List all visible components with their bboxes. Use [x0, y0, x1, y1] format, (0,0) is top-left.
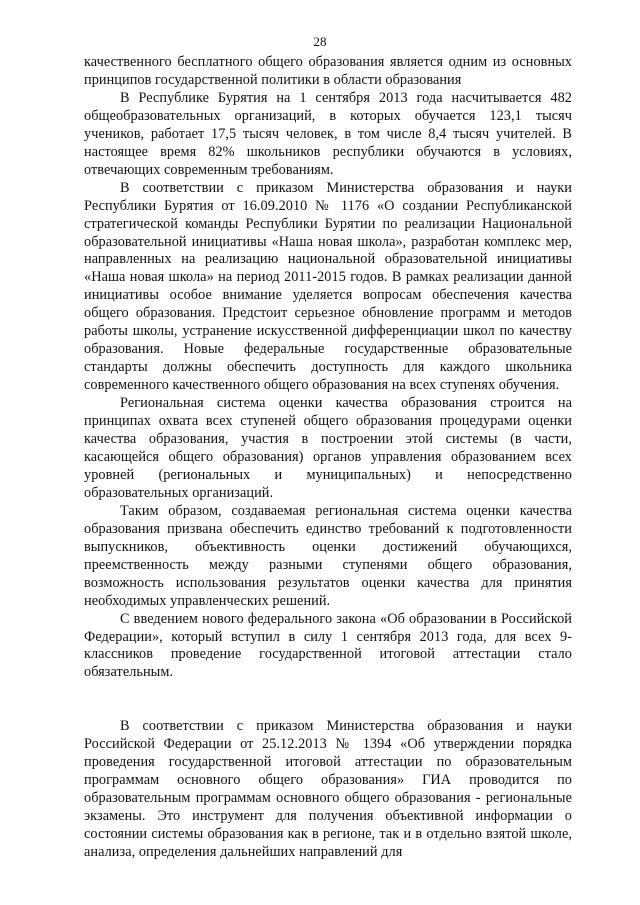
- paragraph-regional-assessment-system: Региональная система оценки качества образования строится на принципах охвата всех ступеней общего образования процедурами оценки качества образования, участия в построении этой системы (в части, касающейся общего образования) органов управления образованием всех уровней (региональных и муниципальных) и непосредственно образовательных организаций.: [84, 395, 572, 501]
- paragraph-national-initiative: В соответствии с приказом Министерства образования и науки Республики Бурятия от 16.09.2010 № 1176 «О создании Республиканской стратегической команды Республики Бурятии по реализации Национальной образовательной инициативы «Наша новая школа», разработан комплекс мер, направленных на реализацию национальной образовательной инициативы «Наша новая школа» на период 2011-2015 годов. В рамках реализации данной инициативы особое внимание уделяется вопросам обеспечения качества общего образования. Предстоит серьезное обновление программ и методов работы школы, устранение искусственной дифференциации школ по качеству образования. Новые федеральные государственные образовательные стандарты должны обеспечить доступность для каждого школьника современного качественного общего образования на всех ступенях обучения.: [84, 179, 572, 394]
- paragraph-assessment-purpose: Таким образом, создаваемая региональная система оценки качества образования призвана обеспечить единство требований к подготовленности выпускников, объективность оценки достижений обучающихся, преемственность между разными ступенями общего образования, возможность использования результатов оценки качества для принятия необходимых управленческих решений.: [84, 502, 572, 609]
- paragraph-new-law: С введением нового федерального закона «Об образовании в Российской Федерации», который вступил в силу 1 сентября 2013 года, для всех 9-классников проведение государственной итоговой аттестации стало обязательным.: [84, 610, 572, 681]
- body-text: [84, 54, 572, 862]
- paragraph-state-final-attestation: В соответствии с приказом Министерства образования и науки Российской Федерации от 25.12.2013 № 1394 «Об утверждении порядка проведения государственной итоговой аттестации по образовательным программам основного общего образования» ГИА проводится по образовательным программам основного общего образования - региональные экзамены. Это инструмент для получения объективной информации о состоянии системы образования как в регионе, так и в отдельно взятой школе, анализа, определения дальнейших направлений для: [84, 718, 572, 861]
- paragraph-statistics: В Республике Бурятия на 1 сентября 2013 года насчитывается 482 общеобразовательных организаций, в которых обучается 123,1 тысяч учеников, работает 17,5 тысяч человек, в том числе 8,4 тысяч учителей. В настоящее время 82% школьников республики обучаются в условиях, отвечающих современным требованиям.: [84, 89, 572, 178]
- page-number: 28: [313, 34, 327, 49]
- paragraph-continuation: качественного бесплатного общего образования является одним из основных принципов государственной политики в области образования: [84, 54, 572, 88]
